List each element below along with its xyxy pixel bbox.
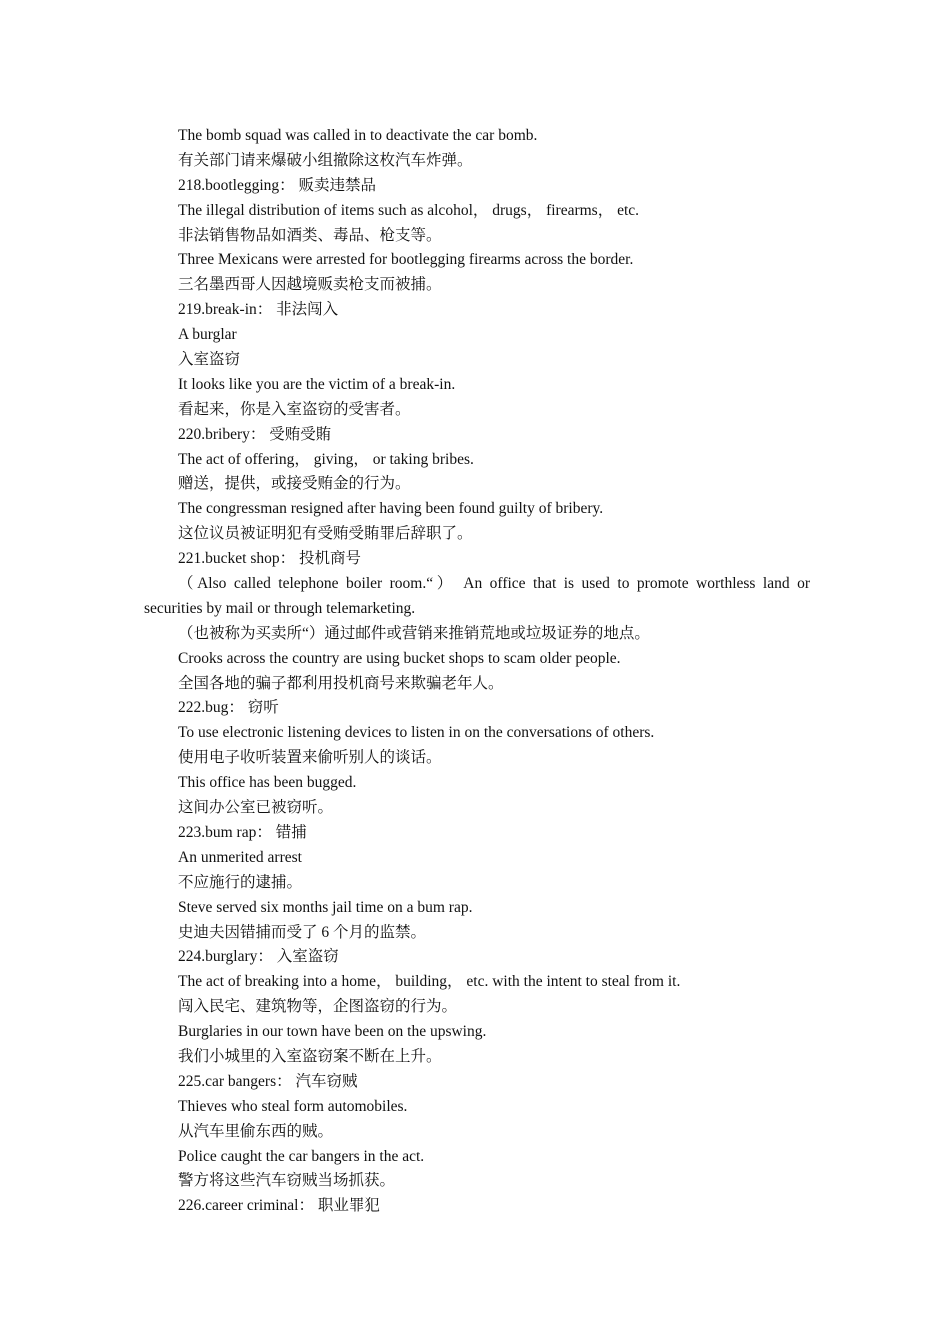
- text-line: 史迪夫因错捕而受了 6 个月的监禁。: [178, 923, 427, 941]
- text-line: Thieves who steal form automobiles.: [178, 1097, 408, 1115]
- entry-heading: 220.bribery： 受贿受賄: [178, 425, 332, 443]
- text-line: 从汽车里偷东西的贼。: [178, 1122, 334, 1140]
- text-line: 我们小城里的入室盗窃案不断在上升。: [178, 1047, 442, 1065]
- text-line: 使用电子收听装置来偷听别人的谈话。: [178, 749, 442, 767]
- text-line: It looks like you are the victim of a break-in.: [178, 375, 456, 393]
- text-line: Three Mexicans were arrested for bootlegging firearms across the border.: [178, 251, 634, 269]
- text-line: Steve served six months jail time on a bum rap.: [178, 898, 473, 916]
- text-line: （Also called telephone boiler room.“） An office that is used to promote worthless land or: [178, 575, 810, 593]
- text-line: An unmerited arrest: [178, 848, 302, 866]
- text-line: The act of breaking into a home， building， etc. with the intent to steal from it.: [178, 973, 681, 991]
- entry-heading: 218.bootlegging： 贩卖违禁品: [178, 176, 377, 194]
- text-line: （也被称为买卖所“）通过邮件或营销来推销荒地或垃圾证券的地点。: [178, 624, 650, 642]
- text-line: A burglar: [178, 326, 237, 344]
- document-body: [144, 124, 810, 1219]
- entry-heading: 224.burglary： 入室盗窃: [178, 948, 339, 966]
- text-line: 赠送，提供，或接受贿金的行为。: [178, 475, 411, 493]
- text-line: Crooks across the country are using bucket shops to scam older people.: [178, 649, 621, 667]
- text-line: 这间办公室已被窃听。: [178, 799, 334, 817]
- entry-heading: 223.bum rap： 错捕: [178, 823, 307, 841]
- text-line: The act of offering， giving， or taking bribes.: [178, 450, 474, 468]
- text-line: 这位议员被证明犯有受贿受賄罪后辞职了。: [178, 525, 473, 543]
- text-line: 闯入民宅、建筑物等，企图盗窃的行为。: [178, 998, 458, 1016]
- text-line: 非法销售物品如酒类、毒品、枪支等。: [178, 226, 442, 244]
- text-line: 看起来，你是入室盗窃的受害者。: [178, 400, 411, 418]
- text-line: 三名墨西哥人因越境贩卖枪支而被捕。: [178, 276, 442, 294]
- text-line: 警方将这些汽车窃贼当场抓获。: [178, 1172, 396, 1190]
- text-line: 全国各地的骗子都利用投机商号来欺骗老年人。: [178, 674, 504, 692]
- text-line: Burglaries in our town have been on the upswing.: [178, 1023, 487, 1041]
- entry-heading: 219.break-in： 非法闯入: [178, 301, 339, 319]
- text-line: securities by mail or through telemarketing.: [144, 599, 416, 617]
- entry-heading: 222.bug： 窃听: [178, 699, 279, 717]
- text-line: The congressman resigned after having been found guilty of bribery.: [178, 500, 604, 518]
- text-line: 不应施行的逮捕。: [178, 873, 303, 891]
- entry-heading: 225.car bangers： 汽车窃贼: [178, 1072, 358, 1090]
- text-line: Police caught the car bangers in the act.: [178, 1147, 425, 1165]
- text-line: To use electronic listening devices to listen in on the conversations of others.: [178, 724, 655, 742]
- text-line: The bomb squad was called in to deactivate the car bomb.: [178, 127, 538, 144]
- entry-heading: 226.career criminal： 职业罪犯: [178, 1197, 380, 1215]
- text-line: This office has been bugged.: [178, 774, 357, 792]
- text-line: 入室盗窃: [178, 351, 241, 369]
- text-line: 有关部门请来爆破小组撤除这枚汽车炸弹。: [178, 151, 473, 169]
- text-line: The illegal distribution of items such as alcohol， drugs， firearms， etc.: [178, 201, 640, 219]
- entry-heading: 221.bucket shop： 投机商号: [178, 550, 361, 568]
